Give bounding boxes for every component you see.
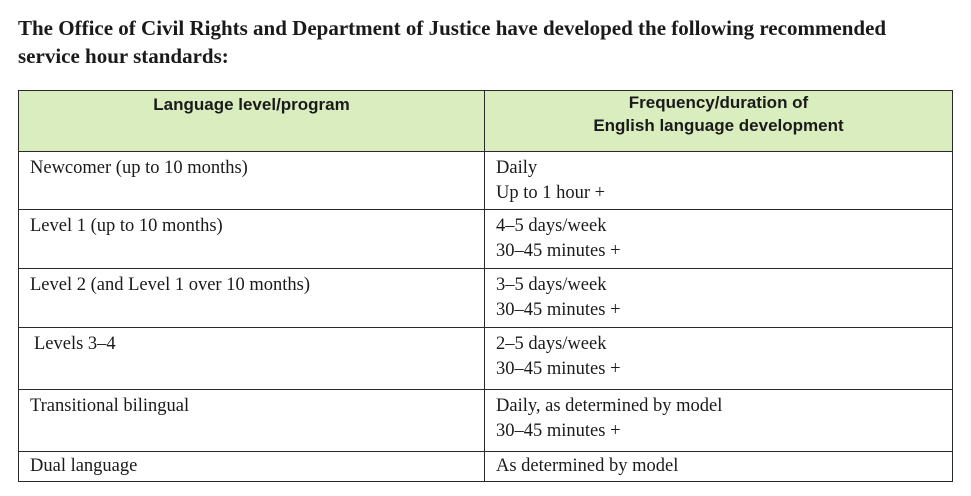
frequency-text: Daily, as determined by model — [496, 396, 723, 416]
frequency-text: 4–5 days/week — [496, 216, 607, 236]
cell-level: Level 1 (up to 10 months) — [19, 210, 485, 269]
table-row — [19, 452, 953, 482]
cell-frequency — [485, 328, 953, 390]
frequency-text: 3–5 days/week — [496, 275, 607, 295]
frequency-text: As determined by model — [496, 456, 679, 476]
frequency-text: Daily — [496, 158, 538, 178]
cell-level: Dual language — [19, 452, 485, 482]
frequency-text: 2–5 days/week — [496, 334, 607, 354]
header-frequency-duration — [485, 91, 953, 152]
cell-level: Levels 3–4 — [19, 328, 485, 390]
cell-frequency — [485, 210, 953, 269]
cell-frequency — [485, 269, 953, 328]
table-row — [19, 390, 953, 452]
duration-text: 30–45 minutes + — [496, 421, 621, 441]
cell-frequency — [485, 452, 953, 482]
duration-text: 30–45 minutes + — [496, 359, 621, 379]
duration-text: 30–45 minutes + — [496, 241, 621, 261]
cell-level: Transitional bilingual — [19, 390, 485, 452]
table-row — [19, 210, 953, 269]
duration-text: Up to 1 hour + — [496, 183, 606, 203]
cell-frequency — [485, 390, 953, 452]
cell-level: Newcomer (up to 10 months) — [19, 152, 485, 210]
header-frequency-line2: English language development — [593, 116, 844, 135]
header-language-level: Language level/program — [19, 91, 485, 152]
duration-text: 30–45 minutes + — [496, 300, 621, 320]
table-row — [19, 328, 953, 390]
table-row — [19, 269, 953, 328]
intro-paragraph: The Office of Civil Rights and Department of Justice have developed the following recommended service hour standards: — [18, 16, 887, 68]
cell-frequency — [485, 152, 953, 210]
service-hour-standards-table — [18, 90, 953, 482]
table-row — [19, 152, 953, 210]
cell-level: Level 2 (and Level 1 over 10 months) — [19, 269, 485, 328]
table-header-row — [19, 91, 953, 152]
header-frequency-line1: Frequency/duration of — [628, 93, 809, 112]
